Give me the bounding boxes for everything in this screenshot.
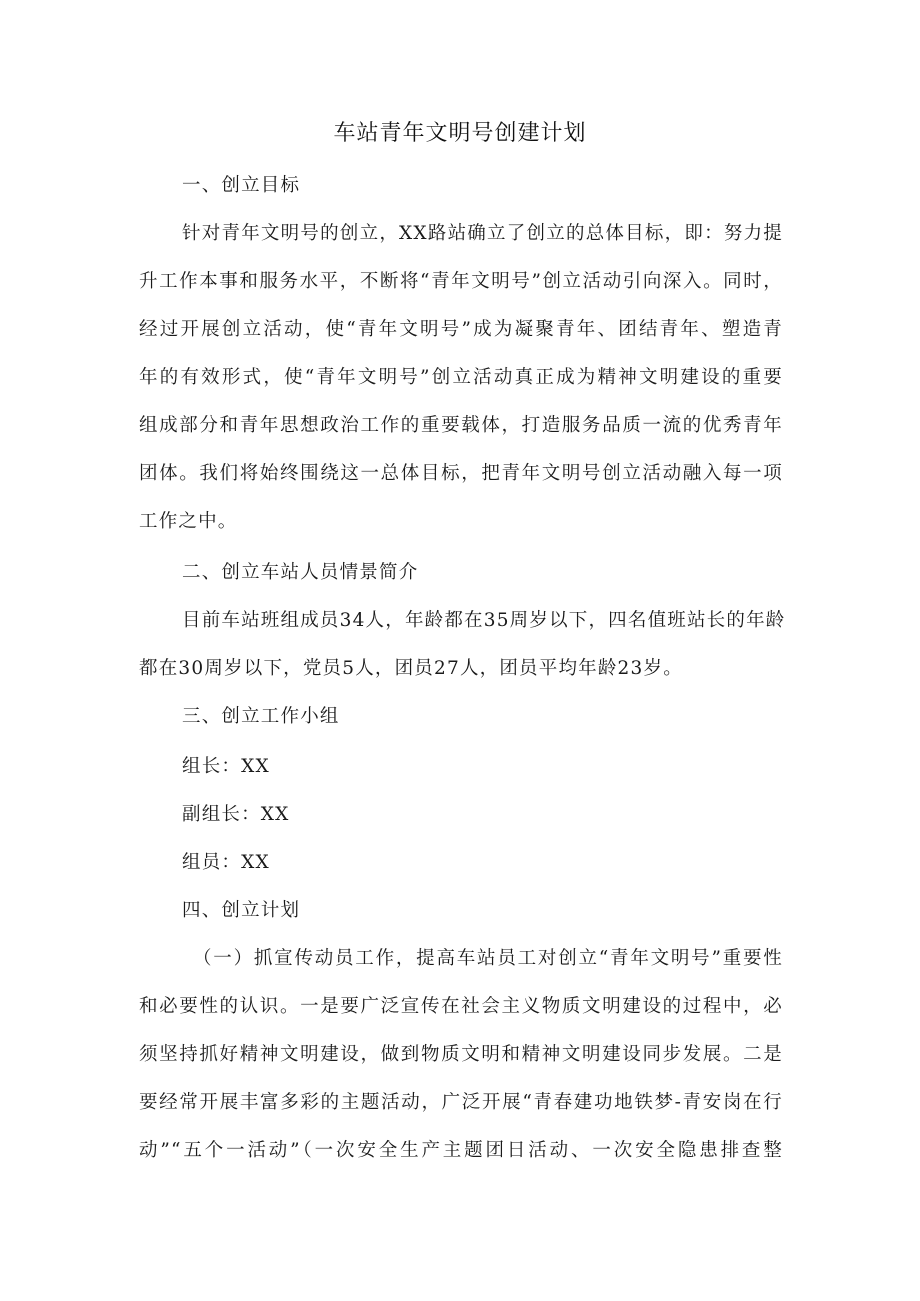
paragraph-line: 组成部分和青年思想政治工作的重要载体，打造服务品质一流的优秀青年 [139, 415, 783, 436]
paragraph-line: 目前车站班组成员34人，年龄都在35周岁以下，四名值班站长的年龄 [182, 610, 786, 631]
paragraph-line: 须坚持抓好精神文明建设，做到物质文明和精神文明建设同步发展。二是 [139, 1044, 783, 1065]
section-heading-3: 三、创立工作小组 [182, 706, 340, 727]
deputy-leader-line: 副组长：XX [182, 804, 290, 825]
paragraph-line: 工作之中。 [139, 511, 238, 532]
paragraph-line: 年的有效形式，使“青年文明号”创立活动真正成为精神文明建设的重要 [139, 367, 783, 388]
members-line: 组员：XX [182, 852, 270, 873]
section-heading-1: 一、创立目标 [182, 175, 301, 196]
paragraph-line: 针对青年文明号的创立，XX路站确立了创立的总体目标，即：努力提 [182, 223, 783, 244]
document-title: 车站青年文明号创建计划 [333, 121, 587, 146]
section-heading-4: 四、创立计划 [182, 900, 301, 921]
paragraph-line: 升工作本事和服务水平，不断将“青年文明号”创立活动引向深入。同时， [139, 271, 783, 292]
paragraph-line: （一）抓宣传动员工作，提高车站员工对创立“青年文明号”重要性 [193, 948, 783, 969]
paragraph-line: 要经常开展丰富多彩的主题活动，广泛开展“青春建功地铁梦-青安岗在行 [139, 1092, 783, 1113]
paragraph-line: 经过开展创立活动，使“青年文明号”成为凝聚青年、团结青年、塑造青 [139, 319, 783, 340]
section-heading-2: 二、创立车站人员情景简介 [182, 562, 419, 583]
paragraph-line: 和必要性的认识。一是要广泛宣传在社会主义物质文明建设的过程中，必 [139, 996, 783, 1017]
group-leader-line: 组长：XX [182, 756, 270, 777]
paragraph-line: 都在30周岁以下，党员5人，团员27人，团员平均年龄23岁。 [139, 658, 683, 679]
paragraph-line: 动”“五个一活动”（一次安全生产主题团日活动、一次安全隐患排查整 [139, 1140, 783, 1161]
paragraph-line: 团体。我们将始终围绕这一总体目标，把青年文明号创立活动融入每一项 [139, 463, 783, 484]
